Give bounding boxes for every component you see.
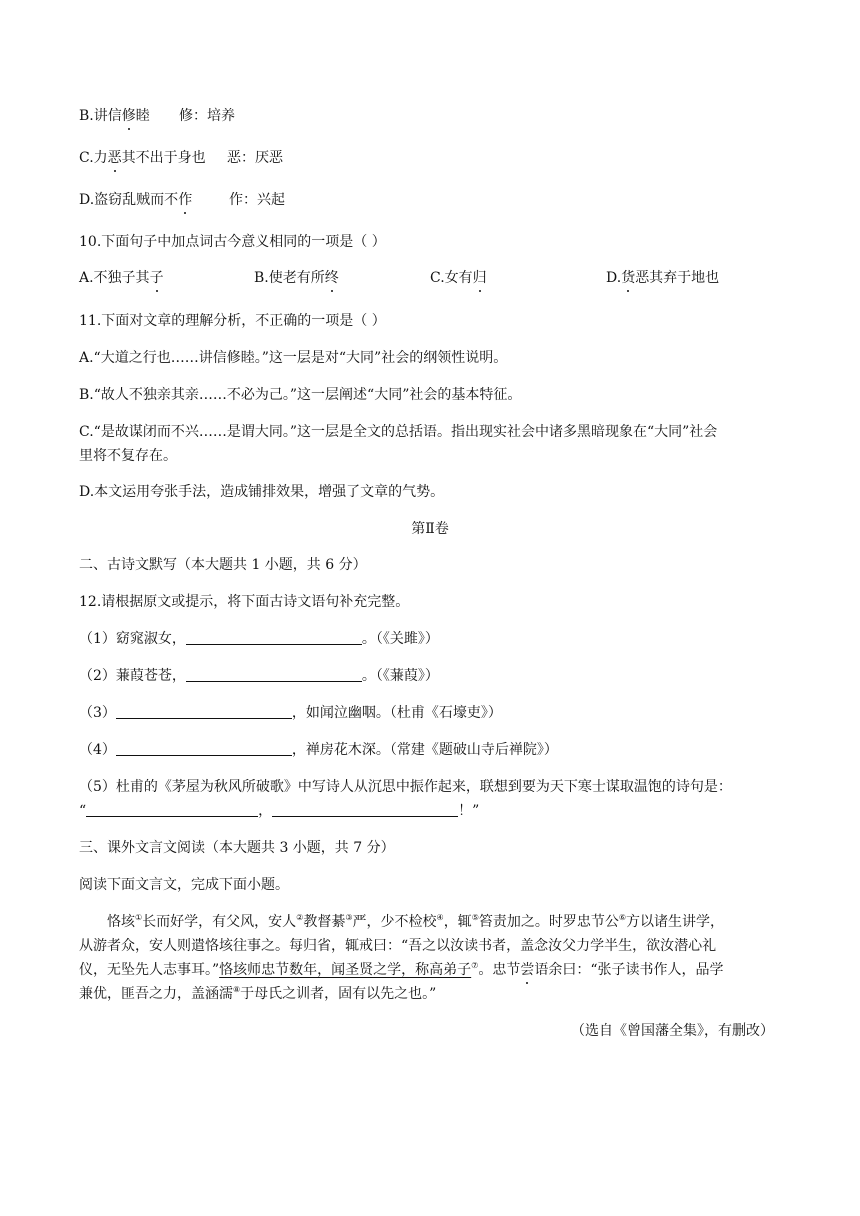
emphasis-dot-char: 修 — [121, 108, 136, 124]
q9-option-d: D.盗窃乱贼而不作 作：兴起 — [79, 192, 285, 208]
emphasis-dot-char: 归 — [472, 270, 487, 286]
emphasis-dot-char: 货 — [621, 270, 636, 286]
q11-option-c-line2: 里将不复存在。 — [79, 448, 177, 464]
answer-blank[interactable] — [86, 802, 258, 817]
q10-stem: 10.下面句子中加点词古今意义相同的一项是（ ） — [79, 234, 386, 250]
reading-instruction: 阅读下面文言文，完成下面小题。 — [79, 877, 289, 893]
emphasis-dot-char: 作 — [178, 192, 193, 208]
q12-item-1: （1）窈窕淑女， 。（《关雎》） — [79, 631, 439, 647]
q10-option-a: A.不独子其子 — [79, 270, 164, 286]
q12-stem: 12.请根据原文或提示，将下面古诗文语句补充完整。 — [79, 594, 410, 610]
answer-blank[interactable] — [272, 802, 458, 817]
answer-blank[interactable] — [116, 741, 292, 756]
section-2-title: 二、古诗文默写（本大题共 1 小题，共 6 分） — [79, 557, 367, 573]
passage-line-1: 恪垓①长而好学，有父风，安人②教督綦③严，少不检校④，辄⑤笞责加之。时罗忠节公⑥方以诸生讲学， — [107, 913, 725, 930]
q11-option-c-line1: C.“是故谋闭而不兴……是谓大同。”这一层是全文的总括语。指出现实社会中诸多黑暗现象在“大同”社会 — [79, 424, 718, 440]
q10-option-b: B.使老有所终 — [254, 270, 339, 286]
passage-line-3: 仪，无坠先人志事耳。”恪垓师忠节数年，闻圣贤之学，称高弟子⑦。忠节尝语余曰：“张子读书作人，品学 — [79, 961, 724, 978]
q10-option-c: C.女有归 — [430, 270, 487, 286]
q12-item-3: （3） ，如闻泣幽咽。（杜甫《石壕吏》） — [79, 705, 502, 721]
q11-option-d: D.本文运用夸张手法，造成铺排效果，增强了文章的气势。 — [79, 484, 445, 500]
underlined-sentence: 恪垓师忠节数年，闻圣贤之学，称高弟子 — [219, 962, 472, 978]
answer-blank[interactable] — [186, 667, 362, 682]
q10-option-d: D.货恶其弃于地也 — [606, 270, 720, 286]
passage-line-4: 兼优，匪吾之力，盖涵濡⑧于母氏之训者，固有以先之也。” — [79, 985, 437, 1002]
q12-item-5: （5）杜甫的《茅屋为秋风所破歌》中写诗人从沉思中振作起来，联想到要为天下寒士谋取温饱的诗句是： — [79, 779, 732, 795]
part-title: 第Ⅱ卷 — [411, 521, 449, 537]
answer-blank[interactable] — [116, 704, 292, 719]
q12-item-2: （2）蒹葭苍苍， 。（《蒹葭》） — [79, 668, 439, 684]
q12-item-5-blanks: “ ， ！” — [79, 803, 480, 819]
q12-item-4: （4） ，禅房花木深。（常建《题破山寺后禅院》） — [79, 742, 558, 758]
emphasis-dot-char: 尝 — [520, 962, 535, 978]
q9-option-b: B.讲信修睦 修：培养 — [79, 108, 235, 124]
section-3-title: 三、课外文言文阅读（本大题共 3 小题，共 7 分） — [79, 840, 395, 856]
emphasis-dot-char: 终 — [324, 270, 339, 286]
emphasis-dot-char: 恶 — [107, 150, 122, 166]
q11-option-b: B.“故人不独亲其亲……不必为己。”这一层阐述“大同”社会的基本特征。 — [79, 387, 522, 403]
q9-option-c: C.力恶其不出于身也 恶：厌恶 — [79, 150, 283, 166]
answer-blank[interactable] — [186, 630, 362, 645]
passage-line-2: 从游者众，安人则遣恪垓往事之。每归省，辄戒曰：“吾之以汝读书者，盖念汝父力学半生，欲汝潜心礼 — [79, 938, 717, 954]
emphasis-dot-char: 子 — [149, 270, 164, 286]
q11-option-a: A.“大道之行也……讲信修睦。”这一层是对“大同”社会的纲领性说明。 — [79, 350, 508, 366]
q10-options — [79, 268, 779, 288]
q11-stem: 11.下面对文章的理解分析，不正确的一项是（ ） — [79, 313, 386, 329]
passage-source: （选自《曾国藩全集》，有删改） — [571, 1023, 774, 1039]
